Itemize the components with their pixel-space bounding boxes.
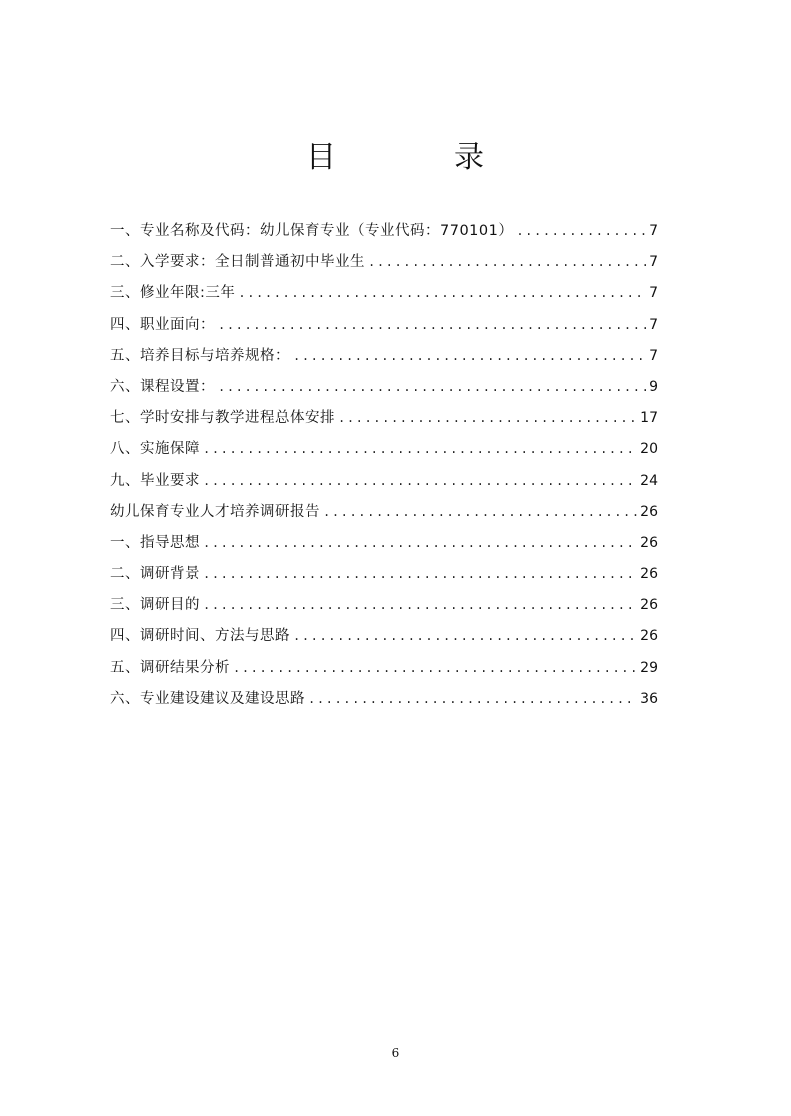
toc-dot-leader	[203, 531, 637, 555]
toc-entry-label: 六、课程设置：	[110, 378, 215, 395]
toc-entry[interactable]	[110, 375, 658, 406]
toc-entry-label: 九、毕业要求	[110, 472, 200, 489]
toc-dot-leader	[203, 593, 637, 617]
toc-dot-leader	[293, 624, 637, 648]
toc-entry[interactable]	[110, 437, 658, 468]
toc-entry-label: 四、职业面向：	[110, 316, 215, 333]
toc-entry-label: 六、专业建设建议及建设思路	[110, 690, 305, 707]
toc-entry[interactable]	[110, 687, 658, 718]
page-number: 6	[391, 1046, 400, 1060]
toc-entry[interactable]	[110, 281, 658, 312]
toc-entry-label: 七、学时安排与教学进程总体安排	[110, 410, 335, 427]
toc-entry[interactable]	[110, 624, 658, 655]
toc-entry-page: 26	[640, 503, 658, 520]
title-char-mu: 目	[306, 140, 336, 175]
toc-dot-leader	[203, 437, 637, 461]
toc-entry[interactable]	[110, 500, 658, 531]
toc-entry-page: 17	[640, 410, 658, 427]
toc-entry-label: 一、指导思想	[110, 534, 200, 551]
toc-entry[interactable]	[110, 313, 658, 344]
toc-entry-page: 7	[649, 347, 658, 364]
toc-entry-label: 五、调研结果分析	[110, 659, 230, 676]
toc-entry-page: 20	[640, 441, 658, 458]
toc-dot-leader	[516, 219, 646, 243]
toc-entry-page: 7	[649, 285, 658, 302]
toc-dot-leader	[218, 375, 646, 399]
toc-entry-page: 26	[640, 566, 658, 583]
toc-dot-leader	[338, 406, 637, 430]
toc-dot-leader	[368, 250, 646, 274]
toc-entry[interactable]	[110, 656, 658, 687]
toc-entry-page: 26	[640, 534, 658, 551]
toc-entry[interactable]	[110, 562, 658, 593]
toc-entry[interactable]	[110, 406, 658, 437]
toc-entry[interactable]	[110, 469, 658, 500]
toc-entry-label: 幼儿保育专业人才培养调研报告	[110, 503, 320, 520]
table-of-contents	[110, 219, 658, 718]
toc-entry-label: 五、培养目标与培养规格：	[110, 347, 290, 364]
toc-entry[interactable]	[110, 531, 658, 562]
toc-entry[interactable]	[110, 593, 658, 624]
toc-dot-leader	[233, 656, 637, 680]
toc-entry-label: 二、调研背景	[110, 566, 200, 583]
toc-entry-label: 三、调研目的	[110, 597, 200, 614]
page-title	[0, 138, 791, 182]
toc-dot-leader	[308, 687, 637, 711]
toc-entry-page: 29	[640, 659, 658, 676]
toc-entry-page: 36	[640, 690, 658, 707]
toc-dot-leader	[238, 281, 646, 305]
toc-entry-page: 24	[640, 472, 658, 489]
toc-entry-page: 26	[640, 597, 658, 614]
toc-entry-label: 三、修业年限:三年	[110, 285, 236, 302]
toc-entry[interactable]	[110, 219, 658, 250]
toc-entry[interactable]	[110, 344, 658, 375]
toc-entry-label: 四、调研时间、方法与思路	[110, 628, 290, 645]
toc-entry-page: 7	[649, 223, 658, 239]
toc-dot-leader	[203, 469, 637, 493]
toc-entry-page: 7	[649, 254, 658, 271]
toc-dot-leader	[218, 313, 646, 337]
toc-dot-leader	[323, 500, 637, 524]
toc-entry-page: 9	[649, 378, 658, 395]
toc-entry-page: 26	[640, 628, 658, 645]
toc-dot-leader	[293, 344, 646, 368]
toc-entry-label: 二、入学要求：全日制普通初中毕业生	[110, 254, 365, 271]
toc-entry-label: 八、实施保障	[110, 441, 200, 458]
toc-dot-leader	[203, 562, 637, 586]
title-char-lu: 录	[454, 140, 484, 175]
toc-entry-label: 一、专业名称及代码：幼儿保育专业（专业代码：770101）	[110, 223, 514, 239]
toc-entry[interactable]	[110, 250, 658, 281]
toc-entry-page: 7	[649, 316, 658, 333]
